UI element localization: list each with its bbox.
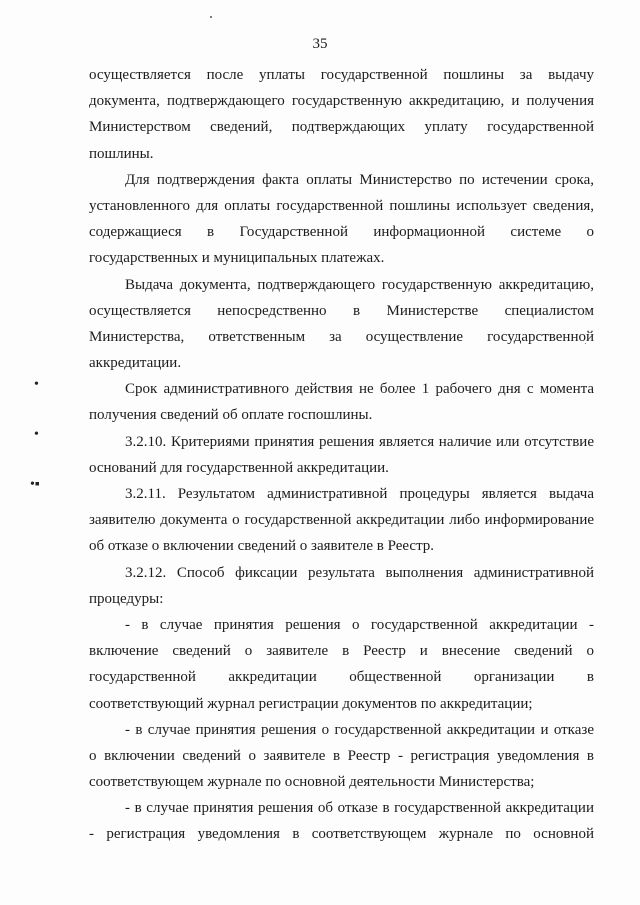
text-line: - регистрация уведомления в соответствующем журнале по основной <box>89 826 594 843</box>
text-line: аккредитации. <box>89 355 182 372</box>
list-item <box>89 717 594 796</box>
text-line: государственной аккредитации общественной организации в <box>89 669 594 686</box>
text-line: 3.2.12. Способ фиксации результата выполнения административной <box>125 564 594 581</box>
text-line: процедуры: <box>89 590 164 607</box>
text-line: о включении сведений о заявителе в Реестр - регистрация уведомления в <box>89 747 594 764</box>
text-line: 3.2.11. Результатом административной процедуры является выдача <box>125 486 594 502</box>
scan-speck <box>210 16 212 18</box>
text-line: осуществляется после уплаты государственной пошлины за выдачу <box>89 67 594 83</box>
text-line: соответствующий журнал регистрации документов по аккредитации; <box>89 695 533 712</box>
text-line: 3.2.10. Критериями принятия решения является наличие или отсутствие <box>125 433 594 450</box>
text-line: документа, подтверждающего государственную аккредитацию, и получения <box>89 93 594 110</box>
list-item <box>89 795 594 847</box>
margin-mark: • <box>34 377 39 392</box>
text-line: осуществляется непосредственно в Министерстве специалистом <box>89 302 594 319</box>
page-number: 35 <box>312 36 328 52</box>
paragraph <box>89 481 594 560</box>
text-line: Для подтверждения факта оплаты Министерство по истечении срока, <box>125 171 594 188</box>
text-line: получения сведений об оплате госпошлины. <box>89 407 373 424</box>
text-line: оснований для государственной аккредитации. <box>89 459 389 476</box>
text-line: Министерства, ответственным за осуществление государственной <box>89 328 594 345</box>
text-line: соответствующем журнале по основной деятельности Министерства; <box>89 774 535 791</box>
paragraph <box>89 167 594 272</box>
text-line: Срок административного действия не более 1 рабочего дня с момента <box>125 381 594 398</box>
text-line: - в случае принятия решения об отказе в государственной аккредитации <box>125 800 594 817</box>
text-line: установленного для оплаты государственной пошлины использует сведения, <box>89 197 594 214</box>
paragraph <box>89 560 594 612</box>
paragraph <box>89 62 594 167</box>
paragraph <box>89 429 594 481</box>
text-line: - в случае принятия решения о государственной аккредитации - <box>125 616 594 633</box>
text-line: Выдача документа, подтверждающего государственную аккредитацию, <box>125 276 594 293</box>
margin-mark: • <box>34 427 39 442</box>
text-line: Министерством сведений, подтверждающих уплату государственной <box>89 119 594 136</box>
paragraph <box>89 272 594 377</box>
text-line: государственных и муниципальных платежах. <box>89 250 385 267</box>
text-line: содержащиеся в Государственной информационной системе о <box>89 224 594 241</box>
text-line: об отказе о включении сведений о заявителе в Реестр. <box>89 538 435 555</box>
document-body <box>89 62 594 848</box>
text-line: пошлины. <box>89 145 154 162</box>
text-line: - в случае принятия решения о государственной аккредитации и отказе <box>125 721 594 738</box>
margin-mark: •▪ <box>30 477 40 492</box>
paragraph <box>89 376 594 428</box>
list-item <box>89 612 594 717</box>
text-line: включение сведений о заявителе в Реестр и внесение сведений о <box>89 643 594 660</box>
text-line: заявителю документа о государственной аккредитации либо информирование <box>89 512 594 529</box>
